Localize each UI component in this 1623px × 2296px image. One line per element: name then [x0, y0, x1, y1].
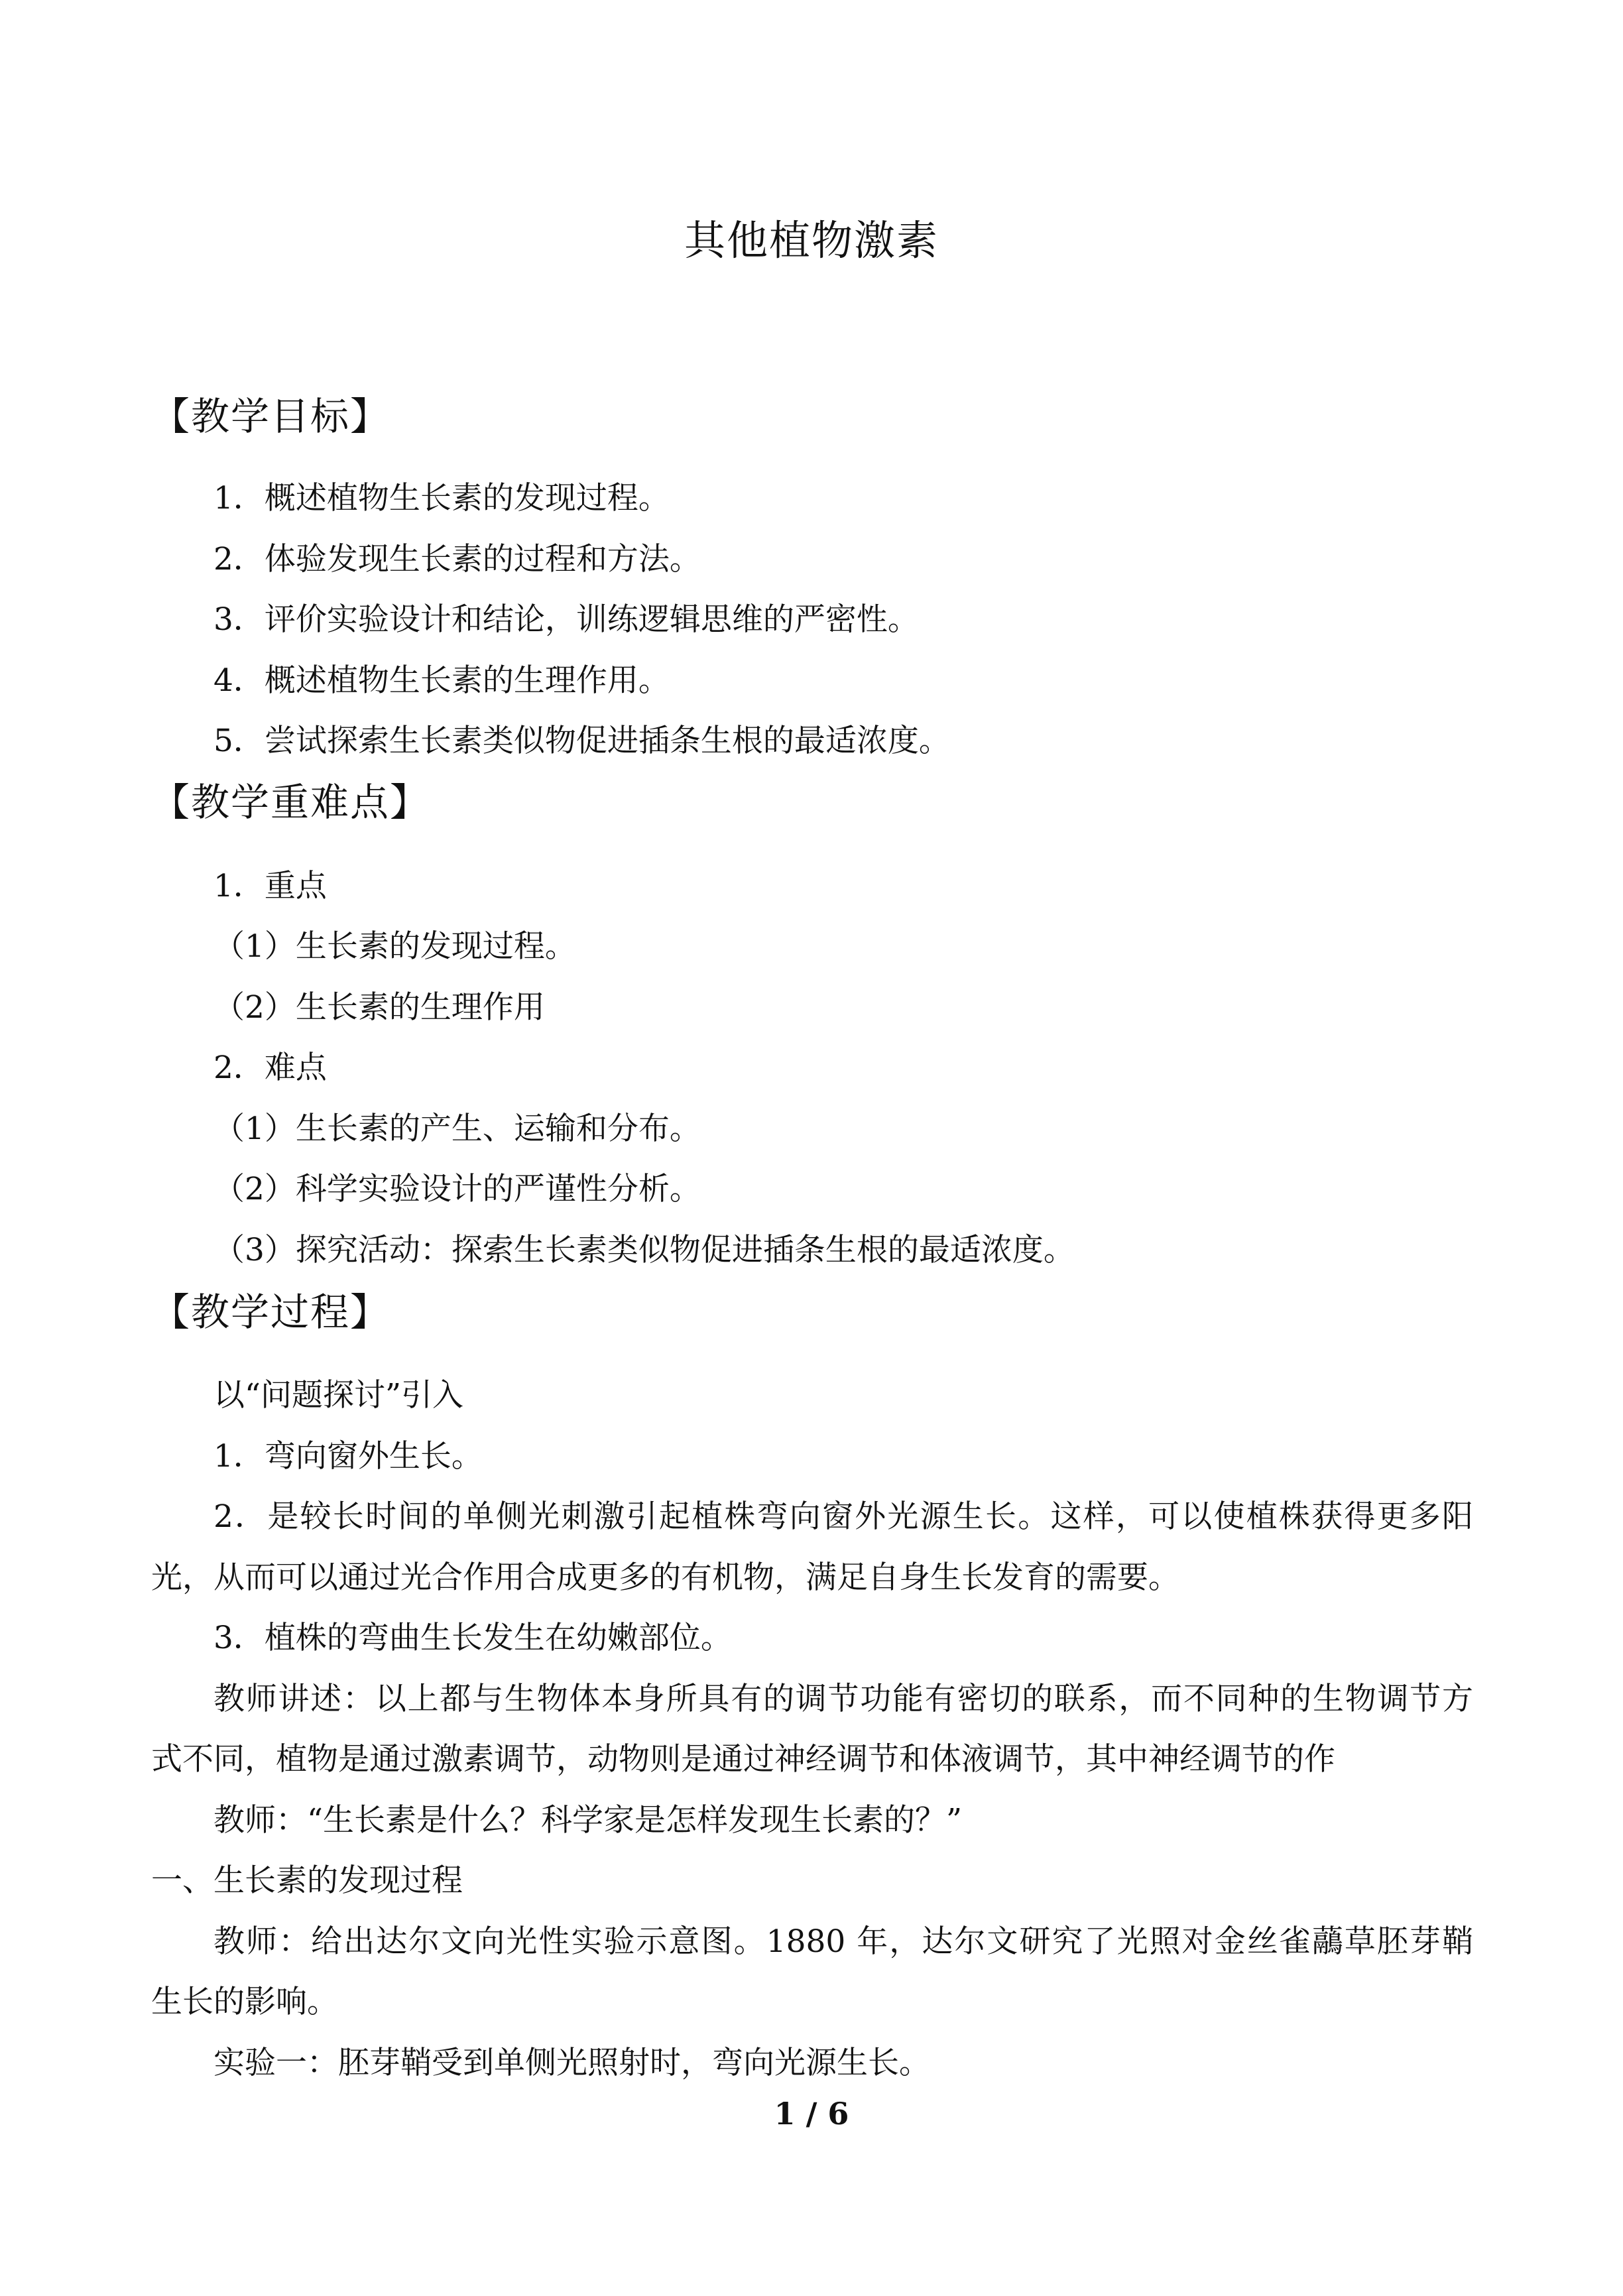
process-line: 实验一：胚芽鞘受到单侧光照射时，弯向光源生长。 [213, 2045, 930, 2081]
key-point-line: （1）生长素的产生、运输和分布。 [213, 1111, 701, 1147]
process-line: 教师：“生长素是什么？科学家是怎样发现生长素的？” [213, 1802, 963, 1839]
section-heading-process: 【教学过程】 [151, 1290, 391, 1335]
objective-item: 2．体验发现生长素的过程和方法。 [213, 541, 701, 577]
objective-item: 3．评价实验设计和结论，训练逻辑思维的严密性。 [213, 601, 919, 638]
process-line: 教师讲述：以上都与生物体本身所具有的调节功能有密切的联系，而不同种的生物调节方 [213, 1681, 1473, 1717]
process-line: 一、生长素的发现过程 [151, 1862, 463, 1899]
process-line: 1．弯向窗外生长。 [213, 1438, 483, 1475]
section-heading-key-points: 【教学重难点】 [151, 780, 430, 825]
key-point-line: （3）探究活动：探索生长素类似物促进插条生根的最适浓度。 [213, 1232, 1075, 1268]
objective-item: 5．尝试探索生长素类似物促进插条生根的最适浓度。 [213, 723, 950, 759]
process-line: 教师：给出达尔文向光性实验示意图。1880 年，达尔文研究了光照对金丝雀虉草胚芽鞘 [213, 1923, 1473, 1960]
process-line: 式不同，植物是通过激素调节，动物则是通过神经调节和体液调节，其中神经调节的作 [151, 1741, 1335, 1778]
key-point-line: 2．难点 [213, 1050, 327, 1086]
document-title: 其他植物激素 [684, 216, 939, 265]
page-number: 1 / 6 [774, 2096, 849, 2132]
process-line: 以“问题探讨”引入 [213, 1377, 464, 1414]
process-line: 生长的影响。 [151, 1984, 338, 2020]
process-line: 2．是较长时间的单侧光刺激引起植株弯向窗外光源生长。这样，可以使植株获得更多阳 [213, 1498, 1473, 1535]
key-point-line: （2）生长素的生理作用 [213, 989, 545, 1026]
process-line: 3．植株的弯曲生长发生在幼嫩部位。 [213, 1620, 732, 1656]
process-line: 光，从而可以通过光合作用合成更多的有机物，满足自身生长发育的需要。 [151, 1559, 1179, 1596]
objective-item: 4．概述植物生长素的生理作用。 [213, 662, 670, 699]
key-point-line: 1．重点 [213, 868, 327, 904]
section-heading-objectives: 【教学目标】 [151, 394, 391, 439]
key-point-line: （1）生长素的发现过程。 [213, 928, 576, 965]
objective-item: 1．概述植物生长素的发现过程。 [213, 480, 670, 516]
key-point-line: （2）科学实验设计的严谨性分析。 [213, 1171, 701, 1207]
